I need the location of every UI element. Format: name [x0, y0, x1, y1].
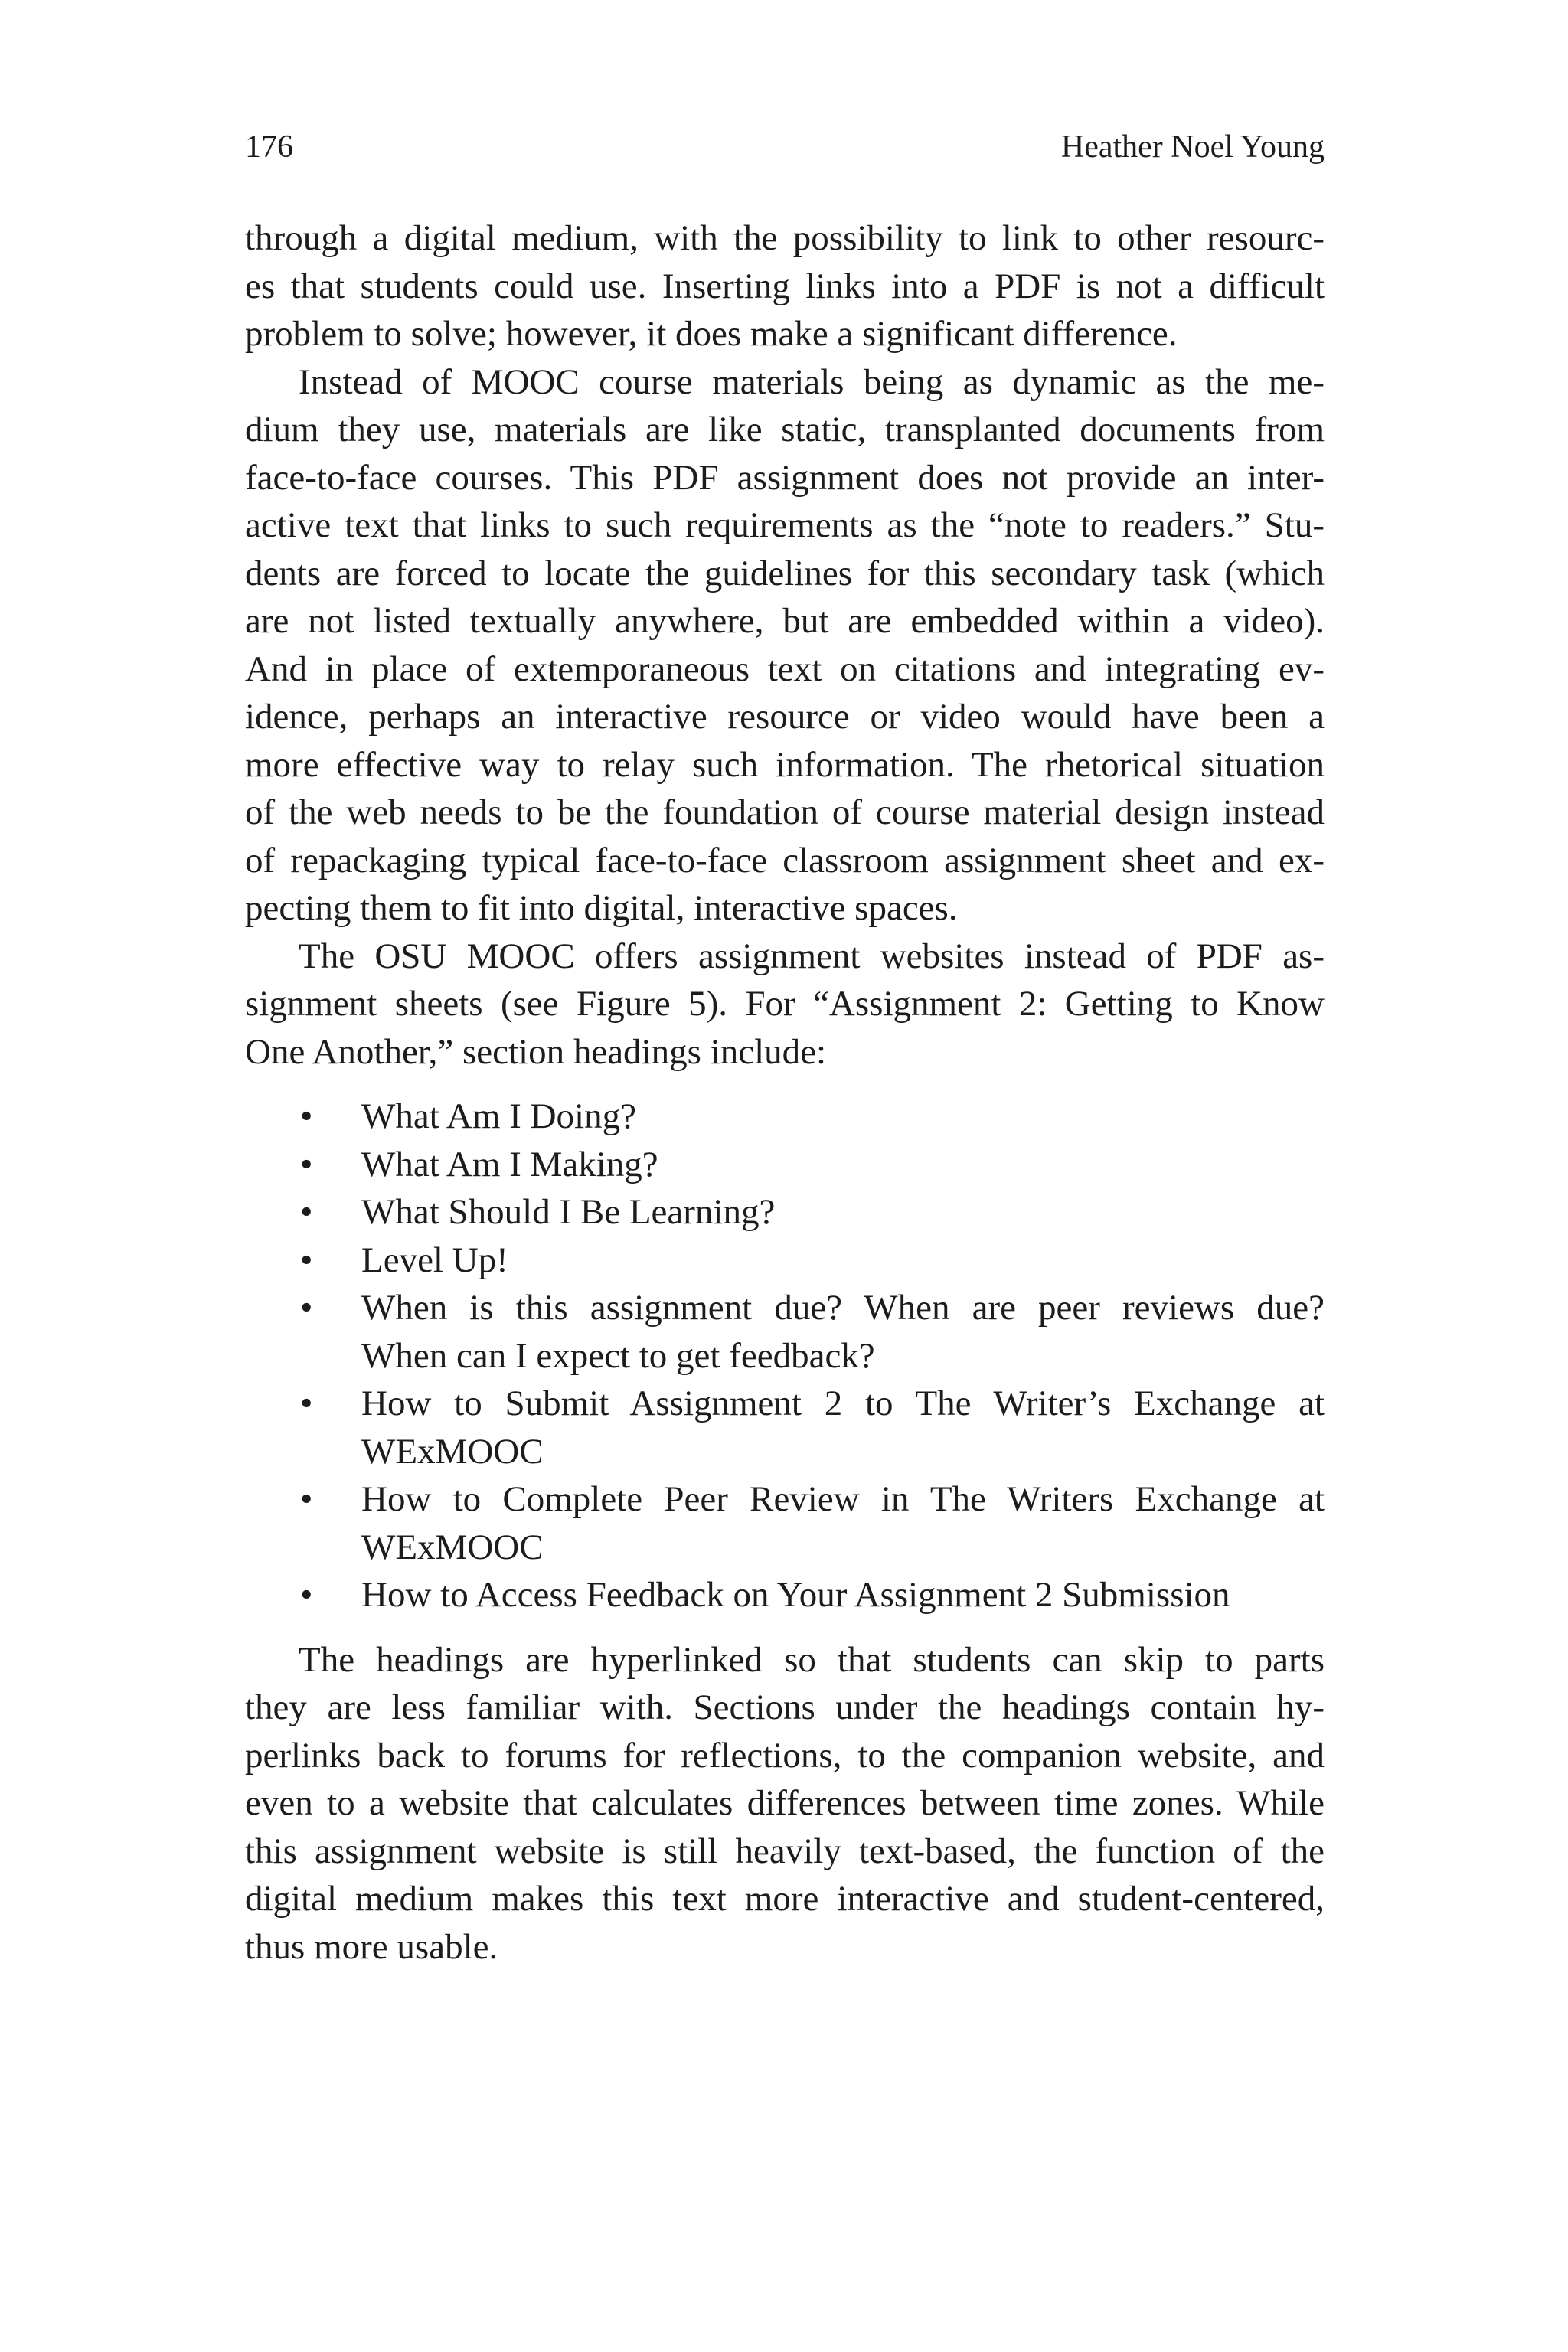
text-line: are not listed textually anywhere, but are embedded within a video).: [245, 601, 1325, 641]
text-line: signment sheets (see Figure 5). For “Assignment 2: Getting to Know: [245, 984, 1325, 1024]
section-headings-list: [245, 1093, 1325, 1619]
text-line: Instead of MOOC course materials being as dynamic as the me-: [299, 361, 1325, 402]
list-item: [245, 1188, 1325, 1236]
list-item-text: How to Access Feedback on Your Assignment 2 Submission: [361, 1575, 1230, 1615]
list-item-text: What Should I Be Learning?: [361, 1192, 776, 1232]
paragraph-2: [245, 358, 1325, 933]
bullet-icon: •: [300, 1479, 313, 1519]
text-line: And in place of extemporaneous text on citations and integrating ev-: [245, 648, 1325, 689]
text-line: even to a website that calculates differences between time zones. While: [245, 1783, 1325, 1823]
text-line: active text that links to such requirements as the “note to readers.” Stu-: [245, 505, 1325, 545]
text-line: The headings are hyperlinked so that students can skip to parts: [299, 1639, 1325, 1680]
paragraph-1: [245, 214, 1325, 358]
text-line: of repackaging typical face-to-face classroom assignment sheet and ex-: [245, 840, 1325, 880]
running-head-author: Heather Noel Young: [1060, 129, 1325, 165]
text-line: pecting them to fit into digital, interactive spaces.: [245, 888, 958, 928]
list-item: [245, 1141, 1325, 1189]
paragraph-3: [245, 933, 1325, 1076]
text-line: es that students could use. Inserting links into a PDF is not a difficult: [245, 266, 1325, 306]
bullet-icon: •: [300, 1383, 313, 1423]
text-line: One Another,” section headings include:: [245, 1031, 827, 1072]
text-line: through a digital medium, with the possibility to link to other resourc-: [245, 218, 1325, 258]
bullet-icon: •: [300, 1288, 313, 1328]
body-text: [245, 214, 1325, 1971]
list-item: [245, 1236, 1325, 1285]
text-line: face-to-face courses. This PDF assignment does not provide an inter-: [245, 457, 1325, 498]
bullet-icon: •: [300, 1096, 313, 1136]
page-number: 176: [245, 129, 293, 165]
list-item-text: When can I expect to get feedback?: [361, 1335, 875, 1376]
list-item-text: What Am I Doing?: [361, 1096, 636, 1136]
list-item: [245, 1475, 1325, 1571]
list-item-text: How to Complete Peer Review in The Writers Exchange at: [361, 1479, 1325, 1519]
paragraph-4: [245, 1636, 1325, 1971]
text-line: thus more usable.: [245, 1926, 498, 1967]
list-item: [245, 1571, 1325, 1619]
bullet-icon: •: [300, 1144, 313, 1184]
text-line: perlinks back to forums for reflections, to the companion website, and: [245, 1735, 1325, 1775]
list-item: [245, 1284, 1325, 1380]
text-line: The OSU MOOC offers assignment websites instead of PDF as-: [299, 936, 1325, 976]
text-line: this assignment website is still heavily text-based, the function of the: [245, 1831, 1325, 1871]
list-item: [245, 1380, 1325, 1475]
list-item-text: When is this assignment due? When are peer reviews due?: [361, 1288, 1325, 1328]
text-line: more effective way to relay such information. The rhetorical situation: [245, 744, 1325, 785]
text-line: problem to solve; however, it does make a significant difference.: [245, 314, 1178, 354]
bullet-icon: •: [300, 1240, 313, 1280]
bullet-icon: •: [300, 1575, 313, 1615]
page-header: [245, 124, 1325, 170]
list-item-text: Level Up!: [361, 1240, 508, 1280]
text-line: dium they use, materials are like static, transplanted documents from: [245, 410, 1325, 449]
list-item-text: WExMOOC: [361, 1431, 544, 1472]
list-item: [245, 1093, 1325, 1141]
list-item-text: What Am I Making?: [361, 1144, 658, 1184]
text-line: idence, perhaps an interactive resource or video would have been a: [245, 697, 1325, 737]
text-line: dents are forced to locate the guidelines for this secondary task (which: [245, 553, 1325, 593]
list-item-text: How to Submit Assignment 2 to The Writer’s Exchange at: [361, 1383, 1325, 1423]
list-item-text: WExMOOC: [361, 1527, 544, 1567]
text-line: they are less familiar with. Sections under the headings contain hy-: [245, 1687, 1325, 1727]
text-line: digital medium makes this text more interactive and student-centered,: [245, 1879, 1325, 1919]
text-line: of the web needs to be the foundation of course material design instead: [245, 792, 1325, 832]
bullet-icon: •: [300, 1192, 313, 1232]
